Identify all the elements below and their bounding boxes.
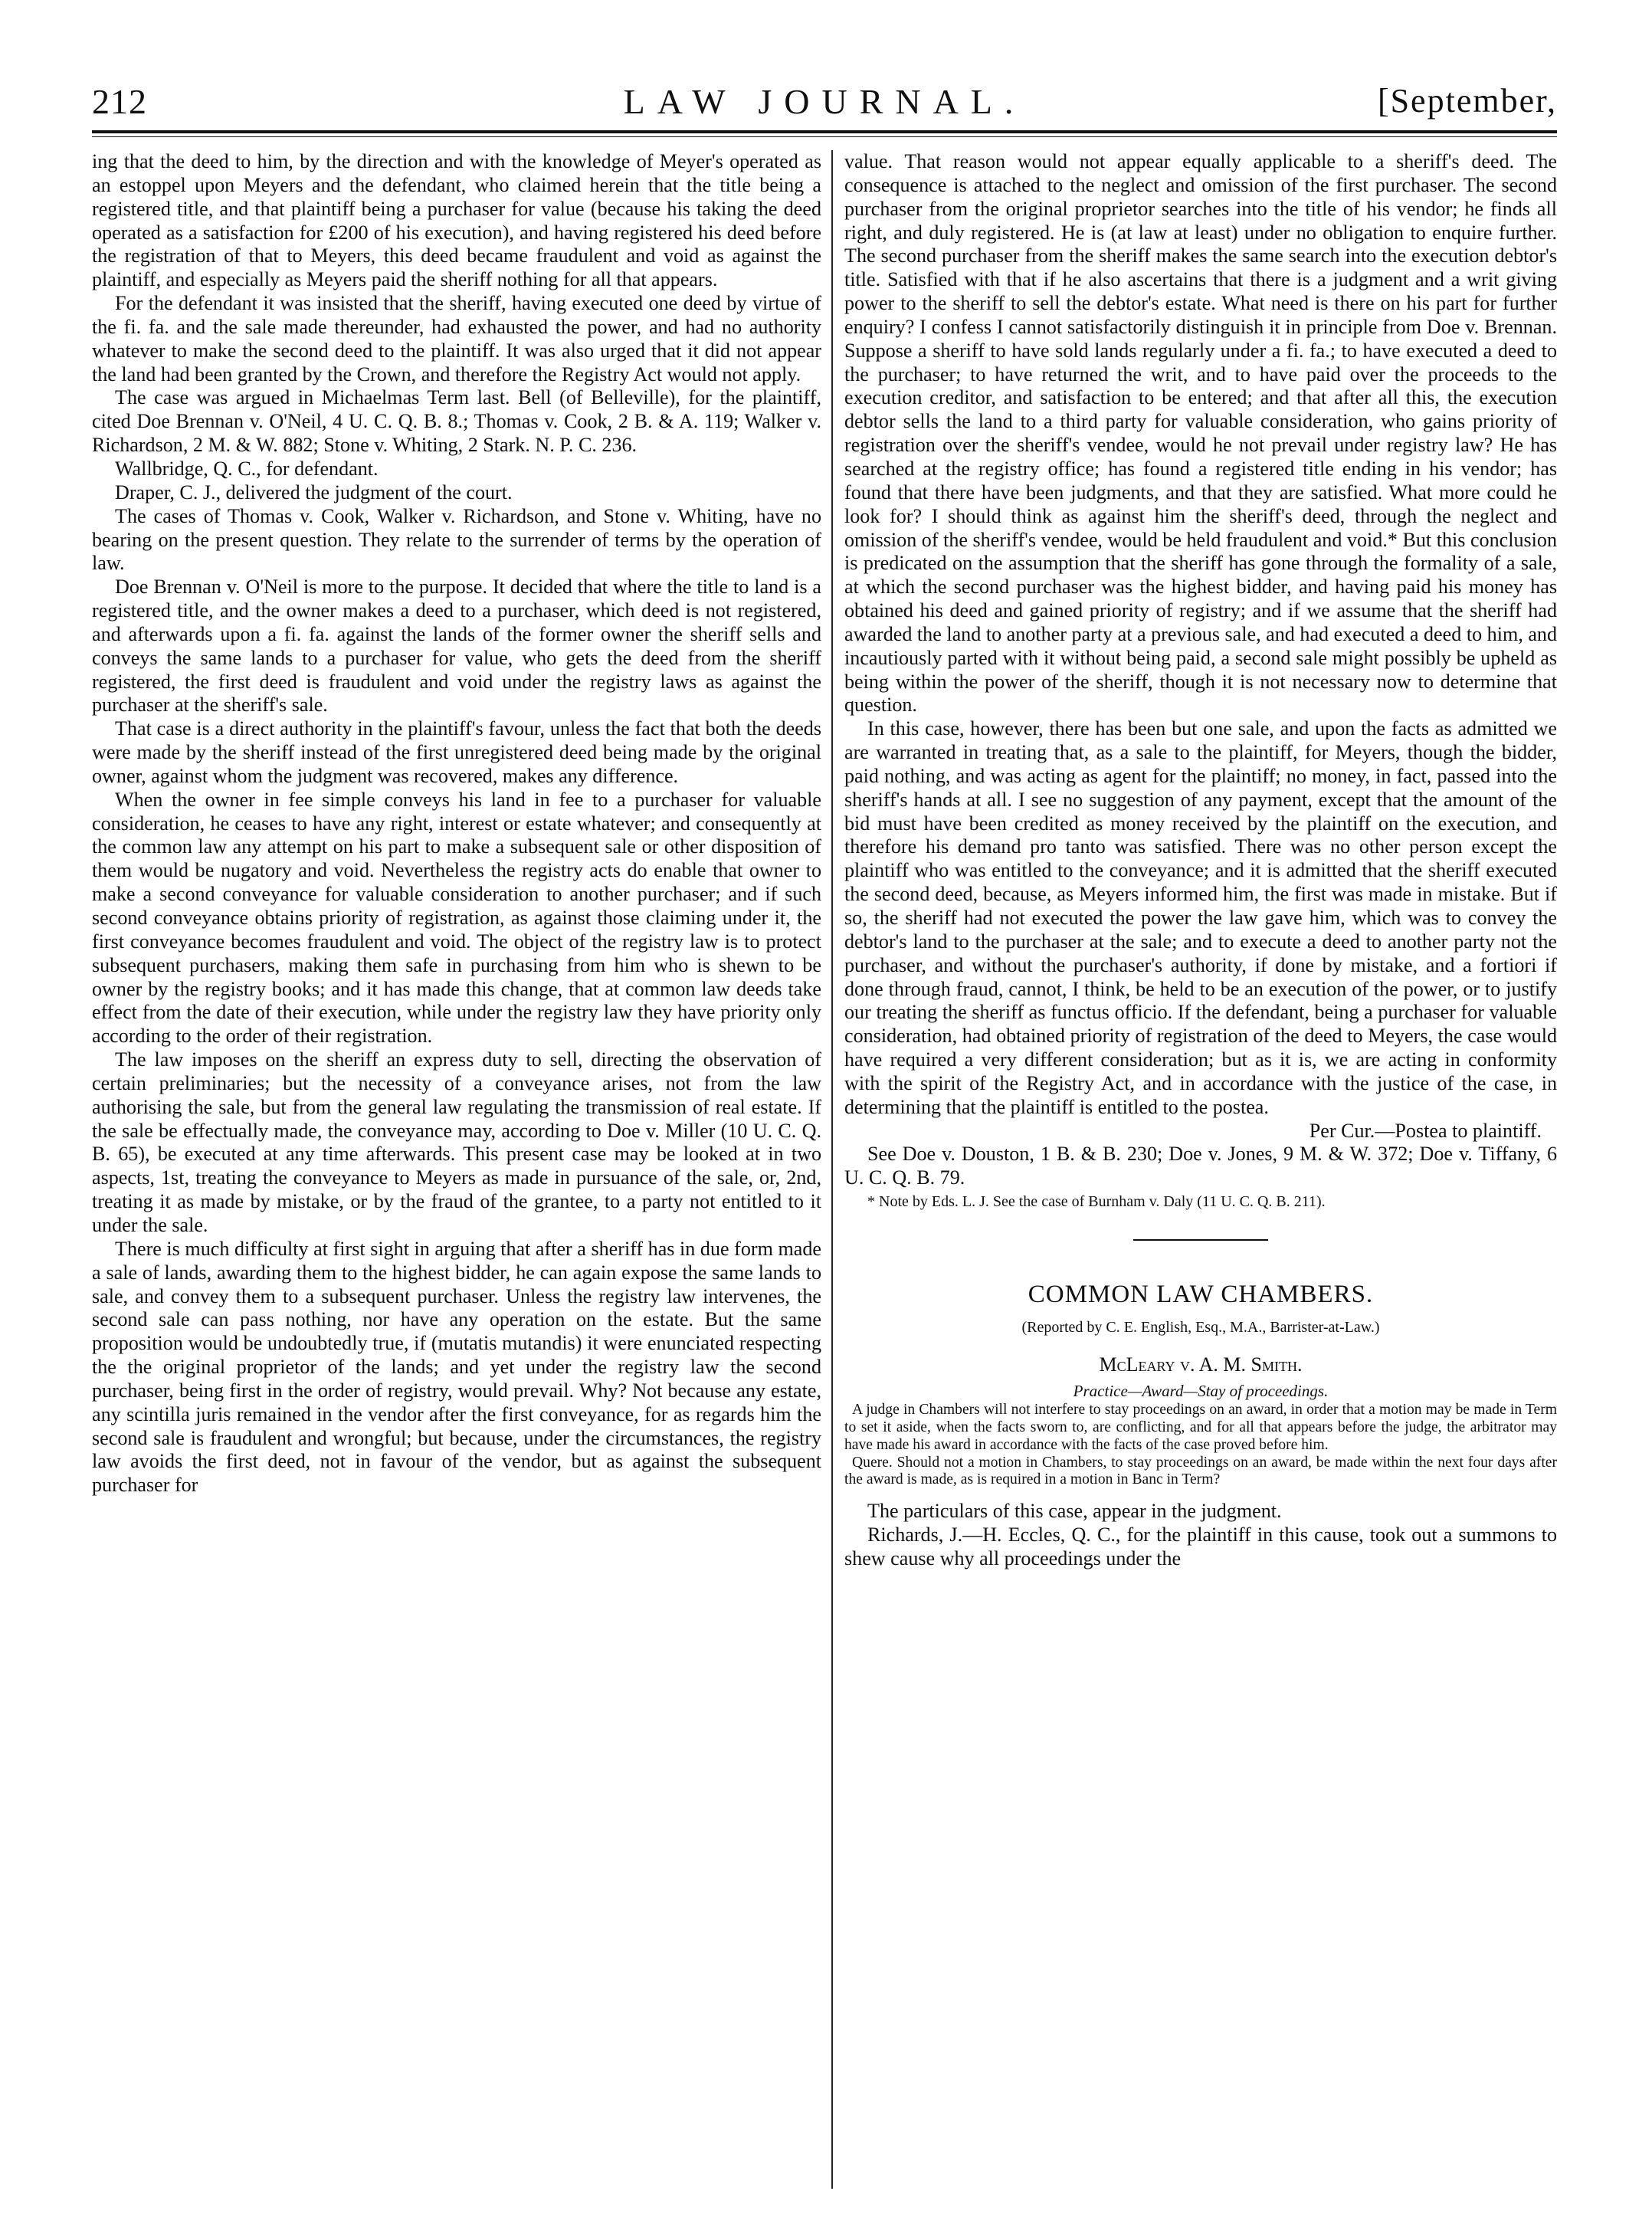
paragraph: The law imposes on the sheriff an express duty to sell, directing the observation of certain preliminaries; but the necessity of a conveyance arises, not from the law authorising the sale, but from the general law regulating the transmission of real estate. If the sale be effectually made, the conveyance may, according to Doe v. Miller (10 U. C. Q. B. 65), be executed at any time afterwards. This present case may be looked at in two aspects, 1st, treating the conveyance to Meyers as made in pursuance of the sale, or, 2nd, treating it as made by mistake, or by the fraud of the grantee, to a party not entitled to it under the sale.	[92, 1048, 821, 1236]
header-rule-thick	[92, 130, 1557, 133]
paragraph: Wallbridge, Q. C., for defendant.	[115, 457, 379, 480]
journal-title: LAW JOURNAL.	[623, 82, 1026, 121]
paragraph: ing that the deed to him, by the direction and with the knowledge of Meyer's operated as an estoppel upon Meyers and the defendant, who claimed herein that the title being a registered title, and that plaintiff being a purchaser for value (because his taking the deed operated as a satisfaction for £200 of his execution), and having registered his deed before the registration of that to Meyers, this deed became fraudulent and void as against the plaintiff, and especially as Meyers paid the sheriff nothing for all that appears.	[92, 150, 821, 291]
paragraph: The case was argued in Michaelmas Term last. Bell (of Belleville), for the plaintiff, cited Doe Brennan v. O'Neil, 4 U. C. Q. B. 8.; Thomas v. Cook, 2 B. & A. 119; Walker v. Richardson, 2 M. & W. 882; Stone v. Whiting, 2 Stark. N. P. C. 236.	[92, 386, 821, 457]
reporter-line: (Reported by C. E. English, Esq., M.A., Barrister-at-Law.)	[1021, 1319, 1380, 1337]
page-number: 212	[92, 82, 147, 121]
paragraph: Doe Brennan v. O'Neil is more to the purpose. It decided that where the title to land is a registered title, and the owner makes a deed to a purchaser, which deed is not registered, and afterwards upon a fi. fa. against the lands of the former owner the sheriff sells and conveys the same lands to a purchaser for value, who gets the deed from the sheriff registered, the first deed is fraudulent and void under the registry laws as against the purchaser at the sheriff's sale.	[92, 576, 821, 717]
see-also-citation: See Doe v. Douston, 1 B. & B. 230; Doe v. Jones, 9 M. & W. 372; Doe v. Tiffany, 6 U. C. Q. B. 79.	[844, 1143, 1557, 1189]
paragraph: There is much difficulty at first sight in arguing that after a sheriff has in due form made a sale of lands, awarding them to the highest bidder, he can again expose the same lands to sale, and convey them to a subsequent purchaser. Unless the registry law intervenes, the second sale can pass nothing, nor have any operation on the estate. But the same proposition would be undoubtedly true, if (mutatis mutandis) it were enunciated respecting the the original proprietor of the lands; and yet under the registry law the second purchaser, being first in the order of registry, would prevail. Why? Not because any estate, any scintilla juris remained in the vendor after the first conveyance, for as regards him the second sale is fraudulent and wrongful; but because, under the circumstances, the registry law avoids the first deed, not in favour of the vendor, but as against the subsequent purchaser for	[92, 1237, 821, 1497]
headnote: Quere. Should not a motion in Chambers, to stay proceedings on an award, be made within the next four days after the award is made, as is required in a motion in Banc in Term?	[844, 1454, 1557, 1488]
paragraph: value. That reason would not appear equally applicable to a sheriff's deed. The consequence is attached to the neglect and omission of the first purchaser. The second purchaser from the original proprietor searches into the title of his vendor; he finds all right, and duly registered. He is (at law at least) under no obligation to enquire further. The second purchaser from the sheriff makes the same search into the execution debtor's title. Satisfied with that if he also ascertains that there is a judgment and a writ giving power to the sheriff to sell the debtor's estate. What need is there on his part for further enquiry? I confess I cannot satisfactorily distinguish it in principle from Doe v. Brennan. Suppose a sheriff to have sold lands regularly under a fi. fa.; to have executed a deed to the purchaser; to have returned the writ, and to have paid over the proceeds to the execution creditor, and satisfaction to be entered; and that after all this, the execution debtor sells the land to a third party for valuable consideration, who gains priority of registration over the sheriff's vendee, would he not prevail under registry law? He has searched at the registry office; has found a registered title ending in his vendor; has found that there have been judgments, and that they are satisfied. What more could he look for? I should think as against him the sheriff's deed, through the neglect and omission of the sheriff's vendee, would be held fraudulent and void.* But this conclusion is predicated on the assumption that the sheriff has gone through the formality of a sale, at which the second purchaser was the highest bidder, and having paid his money has obtained his deed and gained priority of registry; and if we assume that the sheriff had awarded the land to another party at a previous sale, and had executed a deed to him, and incautiously parted with it without being paid, a second sale might possibly be upheld as being within the power of the sheriff, though it is not necessary now to determine that question.	[844, 150, 1557, 717]
left-column	[92, 150, 821, 2189]
header-rule-thin	[92, 136, 1557, 137]
case-title: McLeary v. A. M. Smith.	[1099, 1353, 1303, 1376]
paragraph: Draper, C. J., delivered the judgment of the court.	[115, 481, 513, 503]
page-header	[92, 81, 1557, 127]
paragraph: That case is a direct authority in the plaintiff's favour, unless the fact that both the deeds were made by the sheriff instead of the first unregistered deed being made by the original owner, against whom the judgment was recovered, makes any difference.	[92, 717, 821, 787]
per-curiam-line: Per Cur.—Postea to plaintiff.	[1309, 1119, 1542, 1142]
paragraph: Richards, J.—H. Eccles, Q. C., for the plaintiff in this cause, took out a summons to shew cause why all proceedings under the	[844, 1523, 1557, 1569]
right-column	[844, 150, 1557, 2189]
case-subject: Practice—Award—Stay of proceedings.	[1073, 1382, 1329, 1401]
paragraph: The cases of Thomas v. Cook, Walker v. Richardson, and Stone v. Whiting, have no bearing on the present question. They relate to the surrender of terms by the operation of law.	[92, 504, 821, 575]
section-rule	[1133, 1239, 1268, 1241]
section-title: COMMON LAW CHAMBERS.	[1028, 1281, 1374, 1309]
column-divider	[831, 150, 833, 2189]
paragraph: In this case, however, there has been but one sale, and upon the facts as admitted we are warranted in treating that, as a sale to the plaintiff, for Meyers, though the bidder, paid nothing, and was acting as agent for the plaintiff; no money, in fact, passed into the sheriff's hands at all. I see no suggestion of any payment, except that the amount of the bid must have been credited as money received by the plaintiff on the execution, and therefore his demand pro tanto was satisfied. There was no other person except the plaintiff who was entitled to the conveyance; and it is admitted that the sheriff executed the second deed, because, as Meyers informed him, the first was made in mistake. But if so, the sheriff had not executed the power the law gave him, which was to convey the debtor's land to the purchaser at the sale; and to execute a deed to another party not the purchaser, and without the purchaser's authority, if done by mistake, and a fortiori if done through fraud, cannot, I think, be held to be an execution of the power, or to justify our treating the sheriff as functus officio. If the defendant, being a purchaser for valuable consideration, had obtained priority of registration of the deed to Meyers, the case would have required a very different consideration; but as it is, we are acting in conformity with the spirit of the Registry Act, and in accordance with the justice of the case, in determining that the plaintiff is entitled to the postea.	[844, 717, 1557, 1118]
headnote: A judge in Chambers will not interfere to stay proceedings on an award, in order that a motion may be made in Term to set it aside, when the facts sworn to, are conflicting, and for all that appears before the judge, the arbitrator may have made his award in accordance with the facts of the case proved before him.	[844, 1402, 1557, 1453]
paragraph: The particulars of this case, appear in the judgment.	[867, 1500, 1282, 1523]
footnote: * Note by Eds. L. J. See the case of Burnham v. Daly (11 U. C. Q. B. 211).	[867, 1193, 1326, 1211]
paragraph: When the owner in fee simple conveys his land in fee to a purchaser for valuable consideration, he ceases to have any right, interest or estate whatever; and consequently at the common law any attempt on his part to make a subsequent sale or other disposition of them would be nugatory and void. Nevertheless the registry acts do enable that owner to make a second conveyance for valuable consideration to another purchaser; and if such second conveyance obtains priority of registration, as against those claiming under it, the first conveyance becomes fraudulent and void. The object of the registry law is to protect subsequent purchasers, making them safe in purchasing from him who is shewn to be owner by the registry books; and it has made this change, that at common law deeds take effect from the date of their execution, while under the registry law they have priority only according to the order of their registration.	[92, 788, 821, 1048]
paragraph: For the defendant it was insisted that the sheriff, having executed one deed by virtue of the fi. fa. and the sale made thereunder, had exhausted the power, and had no authority whatever to make the second deed to the plaintiff. It was also urged that it did not appear the land had been granted by the Crown, and therefore the Registry Act would not apply.	[92, 292, 821, 385]
month-label: [September,	[1377, 82, 1557, 120]
